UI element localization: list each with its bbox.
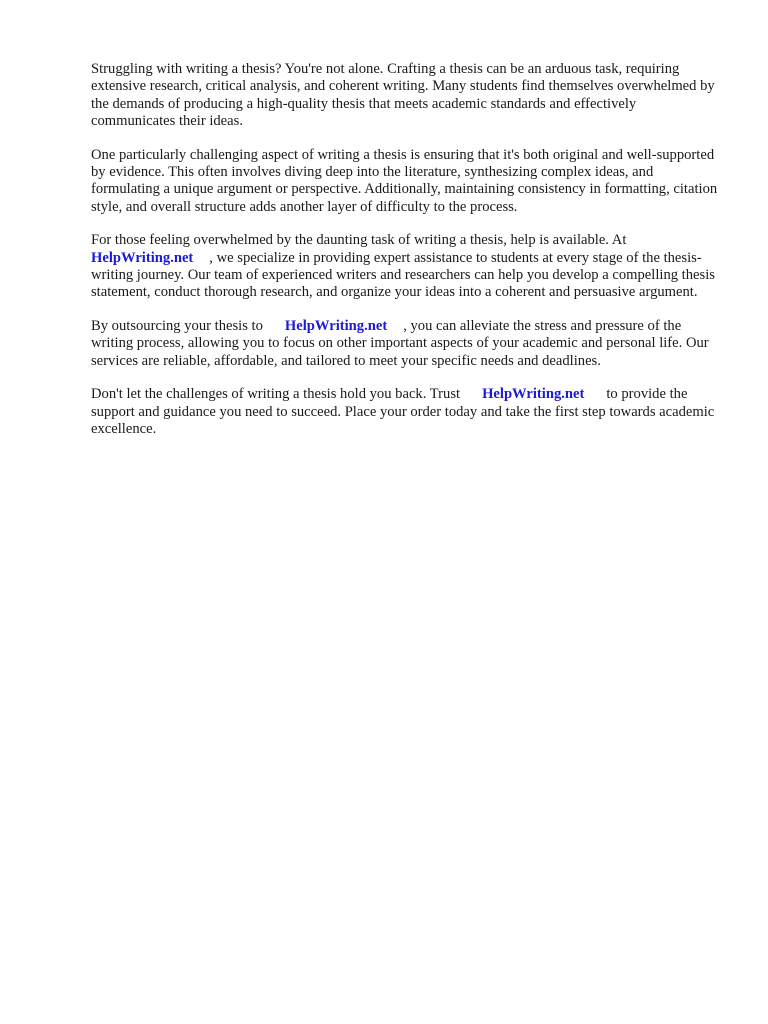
paragraph-help-available — [91, 232, 723, 302]
paragraph-challenges — [91, 147, 723, 217]
paragraph-cta-text-before: Don't let the challenges of writing a thesis hold you back. Trust — [91, 386, 461, 403]
paragraph-intro — [91, 61, 723, 131]
paragraph-outsourcing-text-after: , you can alleviate the stress and pressure of the writing process, allowing you to focus on other important aspects of your academic and personal life. Our services are reliable, affordable, and tailored to meet your specific needs and deadlines. — [91, 317, 709, 369]
helpwriting-link-1[interactable]: HelpWriting.net — [91, 249, 194, 266]
paragraph-challenges-text: One particularly challenging aspect of writing a thesis is ensuring that it's both original and well-supported by evidence. This often involves diving deep into the literature, synthesizing complex ideas, and formulating a unique argument or perspective. Additionally, maintaining consistency in formatting, citation style, and overall structure adds another layer of difficulty to the process. — [91, 146, 718, 215]
paragraph-intro-text: Struggling with writing a thesis? You're not alone. Crafting a thesis can be an arduous task, requiring extensive research, critical analysis, and coherent writing. Many students find themselves overwhelmed by the demands of producing a high-quality thesis that meets academic standards and effectively communicates their ideas. — [91, 61, 715, 130]
helpwriting-link-3[interactable]: HelpWriting.net — [482, 386, 585, 403]
paragraph-help-text-after: , we specialize in providing expert assistance to students at every stage of the thesis-writing journey. Our team of experienced writers and researchers can help you develop a compelling thesis statement, conduct thorough research, and organize your ideas into a coherent and persuasive argument. — [91, 249, 715, 301]
paragraph-outsourcing — [91, 318, 723, 370]
document-body — [91, 61, 723, 454]
paragraph-help-text-before: For those feeling overwhelmed by the daunting task of writing a thesis, help is available. At — [91, 232, 627, 249]
paragraph-call-to-action — [91, 386, 723, 438]
helpwriting-link-2[interactable]: HelpWriting.net — [284, 317, 388, 334]
paragraph-outsourcing-text-before: By outsourcing your thesis to — [91, 317, 263, 334]
paragraph-cta-text-after: to provide the support and guidance you need to succeed. Place your order today and take the first step towards academic excellence. — [91, 386, 715, 437]
